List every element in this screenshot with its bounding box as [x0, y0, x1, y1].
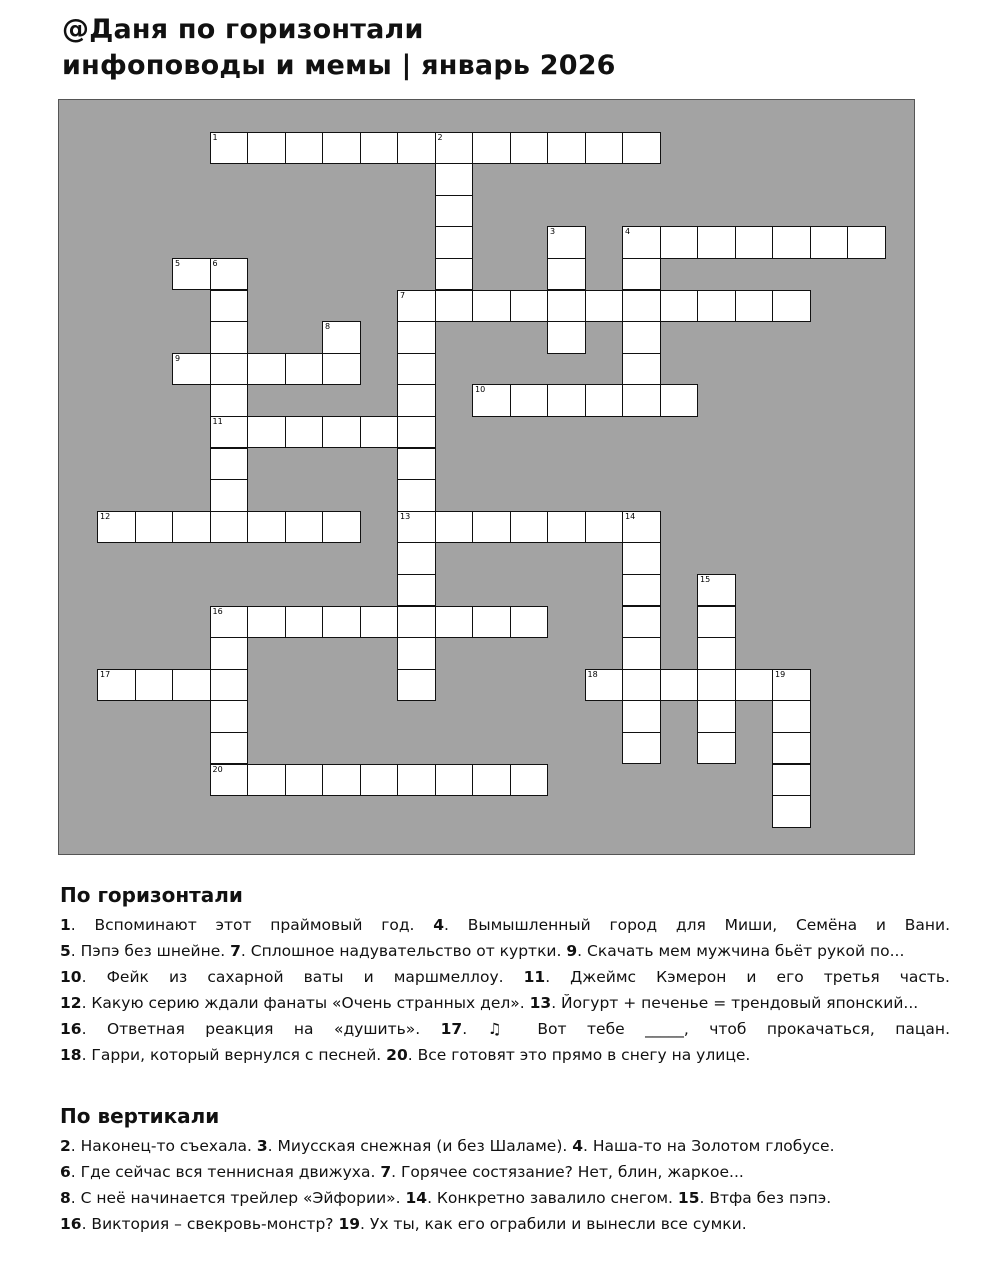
crossword-cell[interactable] [210, 258, 249, 291]
crossword-cell[interactable] [210, 479, 249, 512]
crossword-cell[interactable] [585, 290, 624, 323]
crossword-cell[interactable] [697, 669, 736, 702]
clue-line [60, 1185, 950, 1211]
crossword-cell[interactable] [397, 637, 436, 670]
crossword-cell[interactable] [97, 669, 136, 702]
crossword-cell[interactable] [472, 511, 511, 544]
clue-number: 4 [572, 1137, 584, 1155]
crossword-cell[interactable] [547, 258, 586, 291]
clue-number: 14 [625, 511, 636, 521]
clue-number: 9 [566, 942, 578, 960]
clue: 14. Конкретно завалило снегом. [405, 1189, 678, 1207]
crossword-cell[interactable] [210, 764, 249, 797]
clue: 4. Наша-то на Золотом глобусе. [572, 1137, 835, 1155]
crossword-cell[interactable] [322, 416, 361, 449]
crossword-cell[interactable] [397, 132, 436, 165]
crossword-cell[interactable] [285, 511, 324, 544]
crossword-cell[interactable] [435, 764, 474, 797]
clue-number: 5 [175, 258, 181, 268]
down-heading: По вертикали [60, 1104, 220, 1128]
crossword-cell[interactable] [135, 511, 174, 544]
clue-number: 12 [60, 994, 82, 1012]
crossword-cell[interactable] [247, 132, 286, 165]
clue-number: 12 [100, 511, 111, 521]
clue-number: 2 [60, 1137, 71, 1155]
clue: 10. Фейк из сахарной ваты и маршмеллоу. [60, 968, 524, 986]
crossword-cell[interactable] [435, 195, 474, 228]
crossword-cell[interactable] [397, 669, 436, 702]
crossword-cell[interactable] [622, 700, 661, 733]
clue: 6. Где сейчас вся теннисная движуха. [60, 1163, 381, 1181]
crossword-cell[interactable] [547, 321, 586, 354]
crossword-cell[interactable] [622, 606, 661, 639]
crossword-cell[interactable] [210, 132, 249, 165]
crossword-cell[interactable] [660, 384, 699, 417]
clue-line [60, 964, 950, 990]
clue-number: 1 [212, 132, 218, 142]
clue-line [60, 1042, 950, 1068]
page-subtitle: инфоповоды и мемы | январь 2026 [62, 50, 616, 81]
clue-number: 6 [212, 258, 218, 268]
crossword-cell[interactable] [210, 669, 249, 702]
clue-number: 4 [433, 916, 445, 934]
clue-line [60, 1211, 950, 1237]
crossword-cell[interactable] [810, 226, 849, 259]
crossword-cell[interactable] [547, 290, 586, 323]
crossword-cell[interactable] [397, 353, 436, 386]
crossword-cell[interactable] [397, 606, 436, 639]
crossword-cell[interactable] [472, 384, 511, 417]
crossword-cell[interactable] [660, 290, 699, 323]
crossword-cell[interactable] [210, 637, 249, 670]
clue-number: 7 [380, 1163, 392, 1181]
crossword-cell[interactable] [435, 226, 474, 259]
clue-number: 18 [587, 669, 598, 679]
crossword-cell[interactable] [322, 321, 361, 354]
crossword-cell[interactable] [397, 416, 436, 449]
crossword-cell[interactable] [397, 384, 436, 417]
crossword-cell[interactable] [585, 669, 624, 702]
crossword-grid [58, 99, 915, 855]
crossword-cell[interactable] [360, 606, 399, 639]
crossword-cell[interactable] [547, 226, 586, 259]
clue: 8. С неё начинается трейлер «Эйфории». [60, 1189, 406, 1207]
clue: 18. Гарри, который вернулся с песней. [60, 1046, 387, 1064]
clue: 11. Джеймс Кэмерон и его третья часть. [523, 968, 950, 986]
crossword-cell[interactable] [210, 353, 249, 386]
crossword-cell[interactable] [735, 226, 774, 259]
clue-number: 3 [550, 227, 556, 237]
crossword-cell[interactable] [547, 384, 586, 417]
clue: 2. Наконец-то съехала. [60, 1137, 257, 1155]
crossword-cell[interactable] [360, 132, 399, 165]
across-heading: По горизонтали [60, 883, 243, 907]
crossword-cell[interactable] [697, 290, 736, 323]
crossword-cell[interactable] [210, 384, 249, 417]
clue-line [60, 1159, 950, 1185]
crossword-cell[interactable] [772, 795, 811, 828]
clue: 9. Скачать мем мужчина бьёт рукой по... [566, 942, 905, 960]
clue-number: 15 [700, 574, 711, 584]
clue-number: 10 [475, 385, 486, 395]
crossword-cell[interactable] [135, 669, 174, 702]
clue: 13. Йогурт + печенье = трендовый японский... [529, 994, 919, 1012]
crossword-cell[interactable] [172, 669, 211, 702]
crossword-cell[interactable] [547, 511, 586, 544]
crossword-cell[interactable] [622, 511, 661, 544]
crossword-cell[interactable] [622, 132, 661, 165]
clue-number: 13 [529, 994, 552, 1012]
crossword-cell[interactable] [397, 574, 436, 607]
crossword-cell[interactable] [547, 132, 586, 165]
clue-line [60, 1133, 950, 1159]
clue-line [60, 938, 950, 964]
clue-number: 11 [523, 968, 546, 986]
crossword-cell[interactable] [622, 321, 661, 354]
crossword-cell[interactable] [247, 416, 286, 449]
crossword-cell[interactable] [772, 732, 811, 765]
crossword-cell[interactable] [397, 290, 436, 323]
crossword-cell[interactable] [360, 416, 399, 449]
crossword-cell[interactable] [660, 226, 699, 259]
clue: 7. Горячее состязание? Нет, блин, жаркое... [380, 1163, 744, 1181]
crossword-cell[interactable] [397, 448, 436, 481]
crossword-cell[interactable] [172, 353, 211, 386]
crossword-cell[interactable] [772, 226, 811, 259]
crossword-cell[interactable] [435, 606, 474, 639]
crossword-cell[interactable] [435, 290, 474, 323]
crossword-cell[interactable] [622, 574, 661, 607]
crossword-cell[interactable] [472, 132, 511, 165]
crossword-cell[interactable] [172, 258, 211, 291]
crossword-cell[interactable] [435, 163, 474, 196]
crossword-cell[interactable] [247, 353, 286, 386]
crossword-cell[interactable] [322, 606, 361, 639]
crossword-cell[interactable] [285, 606, 324, 639]
crossword-cell[interactable] [660, 669, 699, 702]
crossword-cell[interactable] [397, 511, 436, 544]
crossword-cell[interactable] [697, 637, 736, 670]
crossword-cell[interactable] [435, 132, 474, 165]
clue-number: 2 [437, 132, 443, 142]
clue-number: 17 [440, 1020, 463, 1038]
clue-number: 8 [60, 1189, 71, 1207]
crossword-cell[interactable] [697, 226, 736, 259]
clue-line [60, 1016, 950, 1042]
crossword-cell[interactable] [472, 764, 511, 797]
crossword-cell[interactable] [697, 732, 736, 765]
clue-number: 20 [386, 1046, 408, 1064]
crossword-cell[interactable] [510, 384, 549, 417]
crossword-cell[interactable] [735, 669, 774, 702]
crossword-cell[interactable] [247, 606, 286, 639]
crossword-cell[interactable] [772, 669, 811, 702]
clue-number: 7 [230, 942, 241, 960]
crossword-cell[interactable] [772, 700, 811, 733]
clue-line [60, 990, 950, 1016]
crossword-cell[interactable] [472, 606, 511, 639]
crossword-cell[interactable] [735, 290, 774, 323]
clue-number: 18 [60, 1046, 82, 1064]
clue: 5. Пэпэ без шнейне. [60, 942, 231, 960]
crossword-cell[interactable] [322, 132, 361, 165]
crossword-cell[interactable] [322, 764, 361, 797]
clue: 16. Ответная реакция на «душить». [60, 1020, 441, 1038]
crossword-cell[interactable] [210, 732, 249, 765]
clue: 15. Втфа без пэпэ. [677, 1189, 832, 1207]
crossword-cell[interactable] [397, 321, 436, 354]
clue-number: 14 [405, 1189, 428, 1207]
crossword-cell[interactable] [697, 574, 736, 607]
crossword-cell[interactable] [397, 479, 436, 512]
crossword-cell[interactable] [697, 606, 736, 639]
clue-number: 6 [60, 1163, 71, 1181]
clue-number: 17 [100, 669, 111, 679]
crossword-cell[interactable] [397, 542, 436, 575]
crossword-cell[interactable] [622, 384, 661, 417]
crossword-cell[interactable] [622, 542, 661, 575]
clue: 17. ♫ Вот тебе _____, чтоб прокачаться, пацан. [440, 1020, 950, 1038]
crossword-cell[interactable] [622, 226, 661, 259]
clue-number: 16 [212, 606, 223, 616]
clue-number: 13 [400, 511, 411, 521]
crossword-cell[interactable] [285, 132, 324, 165]
crossword-cell[interactable] [210, 448, 249, 481]
crossword-cell[interactable] [210, 511, 249, 544]
crossword-cell[interactable] [322, 511, 361, 544]
crossword-cell[interactable] [510, 511, 549, 544]
clue-number: 8 [325, 322, 331, 332]
crossword-cell[interactable] [435, 511, 474, 544]
crossword-cell[interactable] [622, 637, 661, 670]
clue-number: 5 [60, 942, 71, 960]
crossword-cell[interactable] [622, 669, 661, 702]
clue: 19. Ух ты, как его ограбили и вынесли все сумки. [338, 1215, 747, 1233]
crossword-cell[interactable] [622, 732, 661, 765]
clue: 4. Вымышленный город для Миши, Семёна и Вани. [433, 916, 951, 934]
crossword-cell[interactable] [247, 511, 286, 544]
crossword-cell[interactable] [210, 290, 249, 323]
crossword-cell[interactable] [435, 258, 474, 291]
crossword-cell[interactable] [97, 511, 136, 544]
crossword-cell[interactable] [210, 700, 249, 733]
clue-number: 9 [175, 353, 181, 363]
clue-number: 1 [60, 916, 71, 934]
crossword-cell[interactable] [622, 353, 661, 386]
crossword-cell[interactable] [322, 353, 361, 386]
crossword-cell[interactable] [210, 416, 249, 449]
crossword-cell[interactable] [210, 321, 249, 354]
crossword-cell[interactable] [247, 764, 286, 797]
clue-line [60, 912, 950, 938]
clue: 7. Сплошное надувательство от куртки. [230, 942, 567, 960]
crossword-cell[interactable] [585, 132, 624, 165]
crossword-cell[interactable] [510, 290, 549, 323]
crossword-cell[interactable] [622, 290, 661, 323]
clue: 1. Вспоминают этот праймовый год. [60, 916, 434, 934]
crossword-cell[interactable] [847, 226, 886, 259]
clue-number: 15 [677, 1189, 700, 1207]
clue-number: 16 [60, 1215, 82, 1233]
clue-number: 16 [60, 1020, 82, 1038]
crossword-cell[interactable] [172, 511, 211, 544]
clue: 3. Миусская снежная (и без Шаламе). [256, 1137, 573, 1155]
page-title: @Даня по горизонтали [62, 14, 424, 45]
clue: 12. Какую серию ждали фанаты «Очень странных дел». [60, 994, 530, 1012]
clue-number: 7 [400, 290, 406, 300]
clue-number: 4 [625, 227, 631, 237]
clue: 16. Виктория – свекровь-монстр? [60, 1215, 339, 1233]
crossword-cell[interactable] [510, 132, 549, 165]
clue-number: 11 [212, 416, 223, 426]
down-clues [60, 1133, 950, 1237]
crossword-cell[interactable] [285, 416, 324, 449]
clue-number: 20 [212, 764, 223, 774]
crossword-cell[interactable] [472, 290, 511, 323]
crossword-cell[interactable] [360, 764, 399, 797]
crossword-cell[interactable] [510, 606, 549, 639]
clue-number: 19 [338, 1215, 361, 1233]
crossword-cell[interactable] [285, 764, 324, 797]
across-clues [60, 912, 950, 1068]
crossword-cell[interactable] [510, 764, 549, 797]
crossword-cell[interactable] [622, 258, 661, 291]
crossword-cell[interactable] [585, 511, 624, 544]
clue-number: 19 [775, 669, 786, 679]
crossword-cell[interactable] [772, 764, 811, 797]
crossword-cell[interactable] [772, 290, 811, 323]
crossword-cell[interactable] [210, 606, 249, 639]
crossword-cell[interactable] [397, 764, 436, 797]
crossword-cell[interactable] [697, 700, 736, 733]
crossword-cell[interactable] [585, 384, 624, 417]
crossword-cell[interactable] [285, 353, 324, 386]
clue: 20. Все готовят это прямо в снегу на улице. [386, 1046, 751, 1064]
clue-number: 3 [256, 1137, 268, 1155]
clue-number: 10 [60, 968, 82, 986]
